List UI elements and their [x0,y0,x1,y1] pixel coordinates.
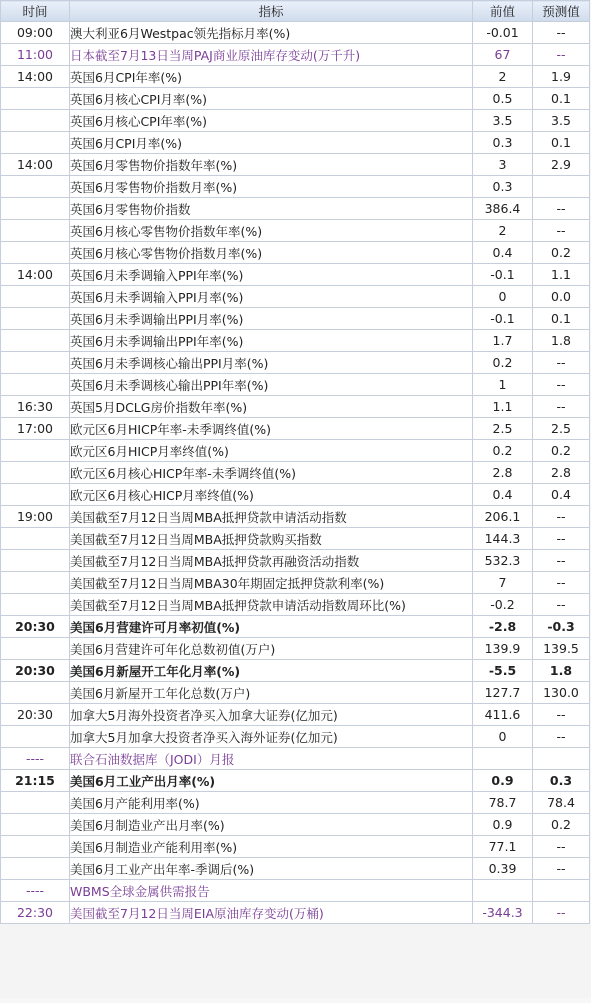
time-cell [1,792,70,814]
table-row[interactable] [1,418,590,440]
time-cell [1,638,70,660]
indicator-cell: 美国截至7月12日当周EIA原油库存变动(万桶) [70,902,473,924]
previous-value-cell: 2 [473,220,533,242]
forecast-value-cell: -- [533,858,590,880]
table-row[interactable] [1,748,590,770]
indicator-cell: 美国6月工业产出年率-季调后(%) [70,858,473,880]
forecast-value-cell: -- [533,550,590,572]
previous-value-cell: 0.9 [473,770,533,792]
indicator-cell: 英国6月零售物价指数年率(%) [70,154,473,176]
previous-value-cell [473,748,533,770]
time-cell [1,858,70,880]
forecast-value-cell: 0.2 [533,440,590,462]
indicator-cell: 英国6月核心零售物价指数年率(%) [70,220,473,242]
indicator-cell: 美国6月制造业产出月率(%) [70,814,473,836]
table-row[interactable] [1,902,590,924]
indicator-cell: 英国6月未季调核心输出PPI年率(%) [70,374,473,396]
forecast-value-cell: -- [533,902,590,924]
indicator-cell: 英国6月核心CPI年率(%) [70,110,473,132]
table-row[interactable] [1,220,590,242]
previous-value-cell: 386.4 [473,198,533,220]
forecast-value-cell: -- [533,506,590,528]
time-cell: 22:30 [1,902,70,924]
previous-value-cell: 0 [473,286,533,308]
indicator-cell: 欧元区6月核心HICP年率-未季调终值(%) [70,462,473,484]
time-cell [1,176,70,198]
previous-value-cell: 2.8 [473,462,533,484]
time-cell [1,374,70,396]
indicator-cell: 加拿大5月加拿大投资者净买入海外证券(亿加元) [70,726,473,748]
previous-value-cell: 2.5 [473,418,533,440]
indicator-cell: 英国6月未季调输入PPI月率(%) [70,286,473,308]
previous-value-cell: 0.3 [473,176,533,198]
forecast-value-cell: -- [533,44,590,66]
time-cell [1,572,70,594]
indicator-cell: 英国6月零售物价指数 [70,198,473,220]
previous-value-cell: 3.5 [473,110,533,132]
previous-value-cell: 0.2 [473,440,533,462]
forecast-value-cell: 139.5 [533,638,590,660]
indicator-cell: 欧元区6月核心HICP月率终值(%) [70,484,473,506]
previous-value-cell: 67 [473,44,533,66]
table-row[interactable] [1,462,590,484]
time-cell [1,308,70,330]
table-row[interactable] [1,44,590,66]
table-row[interactable] [1,594,590,616]
forecast-value-cell [533,748,590,770]
column-header-indicator[interactable]: 指标 [70,1,473,22]
table-row[interactable] [1,858,590,880]
previous-value-cell: -5.5 [473,660,533,682]
table-row[interactable] [1,682,590,704]
forecast-value-cell: -- [533,726,590,748]
indicator-cell: 美国6月营建许可月率初值(%) [70,616,473,638]
forecast-value-cell: -- [533,198,590,220]
forecast-value-cell: 0.2 [533,814,590,836]
forecast-value-cell: 2.8 [533,462,590,484]
time-cell: 20:30 [1,660,70,682]
forecast-value-cell: -- [533,528,590,550]
indicator-cell: 加拿大5月海外投资者净买入加拿大证券(亿加元) [70,704,473,726]
previous-value-cell: 139.9 [473,638,533,660]
indicator-cell: 美国截至7月12日当周MBA抵押贷款购买指数 [70,528,473,550]
table-row[interactable] [1,660,590,682]
indicator-cell: 美国6月产能利用率(%) [70,792,473,814]
time-cell [1,286,70,308]
indicator-cell: 美国6月工业产出月率(%) [70,770,473,792]
forecast-value-cell: -- [533,396,590,418]
previous-value-cell: -0.01 [473,22,533,44]
page-bottom-area [0,924,591,998]
time-cell: 14:00 [1,154,70,176]
time-cell: 17:00 [1,418,70,440]
time-cell [1,550,70,572]
time-cell [1,594,70,616]
time-cell [1,88,70,110]
previous-value-cell: -0.2 [473,594,533,616]
previous-value-cell: 127.7 [473,682,533,704]
table-row[interactable] [1,572,590,594]
previous-value-cell: -0.1 [473,308,533,330]
table-row[interactable] [1,396,590,418]
forecast-value-cell: -- [533,594,590,616]
forecast-value-cell: 1.8 [533,660,590,682]
forecast-value-cell: 0.3 [533,770,590,792]
previous-value-cell: 1.1 [473,396,533,418]
time-cell: 14:00 [1,264,70,286]
previous-value-cell: 144.3 [473,528,533,550]
indicator-cell: 澳大利亚6月Westpac领先指标月率(%) [70,22,473,44]
forecast-value-cell: 2.5 [533,418,590,440]
time-cell [1,220,70,242]
time-cell: 19:00 [1,506,70,528]
table-row[interactable] [1,110,590,132]
indicator-cell: 英国6月未季调核心输出PPI月率(%) [70,352,473,374]
forecast-value-cell: 0.4 [533,484,590,506]
previous-value-cell: 1.7 [473,330,533,352]
time-cell: 20:30 [1,616,70,638]
column-header-forecast[interactable]: 预测值 [533,1,590,22]
table-row[interactable] [1,616,590,638]
indicator-cell: 英国6月CPI年率(%) [70,66,473,88]
time-cell: 21:15 [1,770,70,792]
forecast-value-cell: 0.1 [533,308,590,330]
previous-value-cell: -2.8 [473,616,533,638]
time-cell [1,484,70,506]
previous-value-cell: 77.1 [473,836,533,858]
previous-value-cell: 0.4 [473,242,533,264]
table-row[interactable] [1,308,590,330]
time-cell: 16:30 [1,396,70,418]
previous-value-cell: 411.6 [473,704,533,726]
time-cell [1,682,70,704]
table-body [1,22,590,924]
indicator-cell: 美国6月新屋开工年化总数(万户) [70,682,473,704]
indicator-cell: WBMS全球金属供需报告 [70,880,473,902]
table-row[interactable] [1,22,590,44]
previous-value-cell: 0.3 [473,132,533,154]
forecast-value-cell: -- [533,704,590,726]
indicator-cell: 英国6月零售物价指数月率(%) [70,176,473,198]
table-row[interactable] [1,286,590,308]
indicator-cell: 英国6月核心CPI月率(%) [70,88,473,110]
table-row[interactable] [1,726,590,748]
forecast-value-cell: 78.4 [533,792,590,814]
previous-value-cell: 2 [473,66,533,88]
time-cell [1,132,70,154]
time-cell [1,110,70,132]
indicator-cell: 美国截至7月12日当周MBA抵押贷款申请活动指数周环比(%) [70,594,473,616]
previous-value-cell: 1 [473,374,533,396]
forecast-value-cell: 0.2 [533,242,590,264]
previous-value-cell: 532.3 [473,550,533,572]
table-row[interactable] [1,528,590,550]
time-cell [1,352,70,374]
table-header-row [1,1,590,22]
previous-value-cell: 0.39 [473,858,533,880]
table-row[interactable] [1,88,590,110]
table-row[interactable] [1,770,590,792]
forecast-value-cell: -- [533,352,590,374]
previous-value-cell: 3 [473,154,533,176]
table-row[interactable] [1,638,590,660]
table-row[interactable] [1,352,590,374]
table-row[interactable] [1,66,590,88]
indicator-cell: 美国6月新屋开工年化月率(%) [70,660,473,682]
previous-value-cell: 0.2 [473,352,533,374]
previous-value-cell: -0.1 [473,264,533,286]
time-cell: 09:00 [1,22,70,44]
column-header-time[interactable]: 时间 [1,1,70,22]
forecast-value-cell: 1.9 [533,66,590,88]
table-row[interactable] [1,242,590,264]
table-row[interactable] [1,814,590,836]
forecast-value-cell: -- [533,572,590,594]
table-row[interactable] [1,484,590,506]
time-cell [1,726,70,748]
forecast-value-cell: -- [533,22,590,44]
time-cell [1,528,70,550]
table-row[interactable] [1,880,590,902]
previous-value-cell: 0.4 [473,484,533,506]
forecast-value-cell: 0.1 [533,88,590,110]
indicator-cell: 英国6月未季调输出PPI月率(%) [70,308,473,330]
table-row[interactable] [1,704,590,726]
indicator-cell: 日本截至7月13日当周PAJ商业原油库存变动(万千升) [70,44,473,66]
table-row[interactable] [1,264,590,286]
time-cell [1,440,70,462]
indicator-cell: 英国6月核心零售物价指数月率(%) [70,242,473,264]
indicator-cell: 欧元区6月HICP年率-未季调终值(%) [70,418,473,440]
time-cell: ---- [1,880,70,902]
indicator-cell: 英国6月CPI月率(%) [70,132,473,154]
forecast-value-cell: 0.0 [533,286,590,308]
time-cell [1,814,70,836]
table-row[interactable] [1,374,590,396]
table-row[interactable] [1,330,590,352]
table-row[interactable] [1,836,590,858]
forecast-value-cell: -- [533,836,590,858]
indicator-cell: 美国截至7月12日当周MBA30年期固定抵押贷款利率(%) [70,572,473,594]
indicator-cell: 联合石油数据库（JODI）月报 [70,748,473,770]
indicator-cell: 美国截至7月12日当周MBA抵押贷款再融资活动指数 [70,550,473,572]
table-row[interactable] [1,154,590,176]
indicator-cell: 美国截至7月12日当周MBA抵押贷款申请活动指数 [70,506,473,528]
previous-value-cell: 0 [473,726,533,748]
table-row[interactable] [1,550,590,572]
indicator-cell: 美国6月营建许可年化总数初值(万户) [70,638,473,660]
table-row[interactable] [1,132,590,154]
time-cell: 20:30 [1,704,70,726]
time-cell [1,836,70,858]
table-row[interactable] [1,198,590,220]
table-row[interactable] [1,440,590,462]
table-row[interactable] [1,792,590,814]
table-row[interactable] [1,176,590,198]
time-cell: ---- [1,748,70,770]
forecast-value-cell: -- [533,220,590,242]
previous-value-cell: 7 [473,572,533,594]
forecast-value-cell [533,176,590,198]
forecast-value-cell: 2.9 [533,154,590,176]
previous-value-cell: 0.9 [473,814,533,836]
forecast-value-cell: -0.3 [533,616,590,638]
forecast-value-cell: 1.8 [533,330,590,352]
indicator-cell: 英国6月未季调输出PPI年率(%) [70,330,473,352]
column-header-previous[interactable]: 前值 [473,1,533,22]
previous-value-cell: 78.7 [473,792,533,814]
time-cell [1,198,70,220]
table-row[interactable] [1,506,590,528]
time-cell: 11:00 [1,44,70,66]
forecast-value-cell: 130.0 [533,682,590,704]
indicator-cell: 欧元区6月HICP月率终值(%) [70,440,473,462]
time-cell: 14:00 [1,66,70,88]
forecast-value-cell: 0.1 [533,132,590,154]
forecast-value-cell: 1.1 [533,264,590,286]
previous-value-cell: -344.3 [473,902,533,924]
time-cell [1,462,70,484]
indicator-cell: 美国6月制造业产能利用率(%) [70,836,473,858]
time-cell [1,242,70,264]
forecast-value-cell: -- [533,374,590,396]
forecast-value-cell: 3.5 [533,110,590,132]
previous-value-cell: 0.5 [473,88,533,110]
time-cell [1,330,70,352]
indicator-cell: 英国5月DCLG房价指数年率(%) [70,396,473,418]
previous-value-cell [473,880,533,902]
forecast-value-cell [533,880,590,902]
previous-value-cell: 206.1 [473,506,533,528]
indicator-cell: 英国6月未季调输入PPI年率(%) [70,264,473,286]
